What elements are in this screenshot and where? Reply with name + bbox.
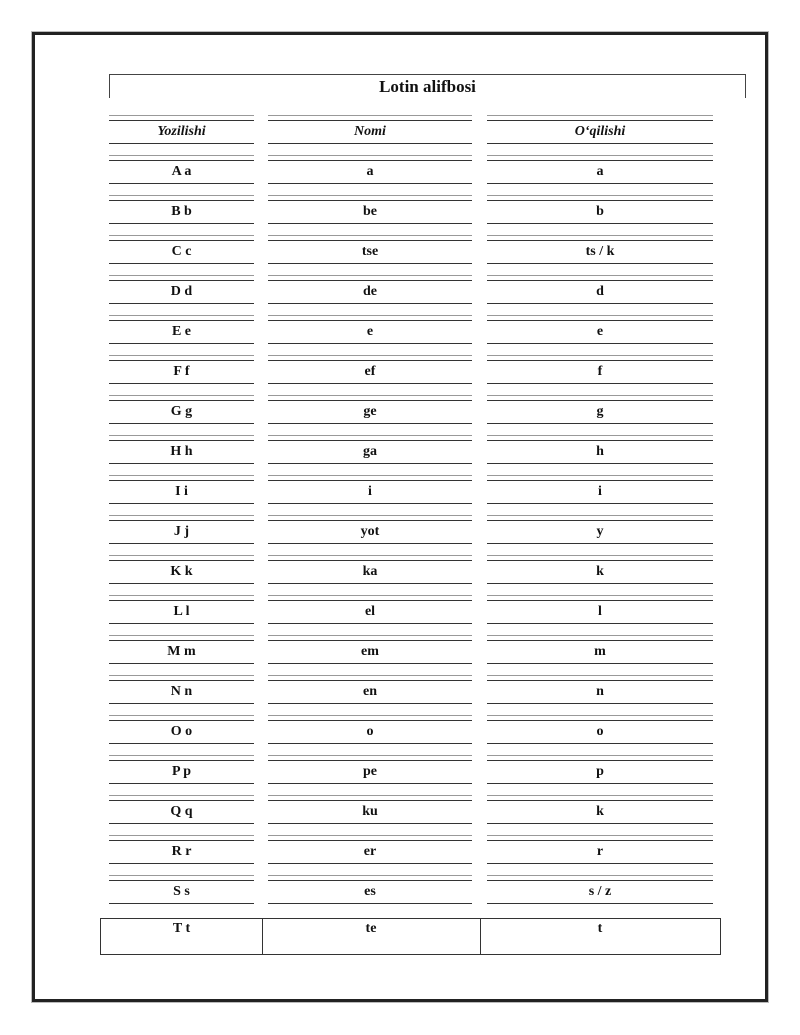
cell-letter: B b: [109, 200, 254, 224]
cell-letter: R r: [109, 840, 254, 864]
cell-pronunciation: h: [487, 440, 713, 464]
cell-pronunciation: a: [487, 160, 713, 184]
page-title: Lotin alifbosi: [379, 77, 476, 96]
cell-pronunciation: k: [487, 560, 713, 584]
cell-pronunciation: b: [487, 200, 713, 224]
cell-pronunciation: y: [487, 520, 713, 544]
cell-pronunciation: s / z: [487, 880, 713, 904]
cell-name: ga: [268, 440, 472, 464]
cell-name: o: [268, 720, 472, 744]
header-nomi: Nomi: [268, 120, 472, 144]
cell-pronunciation: t: [597, 921, 603, 936]
cell-letter: E e: [109, 320, 254, 344]
cell-name: em: [268, 640, 472, 664]
cell-name: ka: [268, 560, 472, 584]
cell-letter: O o: [109, 720, 254, 744]
cell-letter: G g: [109, 400, 254, 424]
cell-letter: P p: [109, 760, 254, 784]
cell-letter: D d: [109, 280, 254, 304]
cell-pronunciation: l: [487, 600, 713, 624]
cell-letter: I i: [109, 480, 254, 504]
cell-name: te: [262, 919, 481, 954]
cell-pronunciation: n: [487, 680, 713, 704]
cell-pronunciation: o: [487, 720, 713, 744]
cell-name: ge: [268, 400, 472, 424]
table-row-last: [100, 918, 721, 955]
cell-pronunciation: p: [487, 760, 713, 784]
cell-letter: S s: [109, 880, 254, 904]
cell-name: es: [268, 880, 472, 904]
cell-letter: N n: [109, 680, 254, 704]
cell-name: a: [268, 160, 472, 184]
cell-pronunciation: i: [487, 480, 713, 504]
cell-pronunciation: ts / k: [487, 240, 713, 264]
cell-name: er: [268, 840, 472, 864]
cell-name: be: [268, 200, 472, 224]
cell-name: el: [268, 600, 472, 624]
cell-pronunciation: d: [487, 280, 713, 304]
cell-name: en: [268, 680, 472, 704]
cell-name: ku: [268, 800, 472, 824]
cell-pronunciation: k: [487, 800, 713, 824]
header-oqilishi: O‘qilishi: [487, 120, 713, 144]
cell-pronunciation: m: [487, 640, 713, 664]
cell-letter: Q q: [109, 800, 254, 824]
cell-letter: M m: [109, 640, 254, 664]
header-yozilishi: Yozilishi: [109, 120, 254, 144]
cell-letter: L l: [109, 600, 254, 624]
cell-letter: H h: [109, 440, 254, 464]
cell-name: yot: [268, 520, 472, 544]
cell-pronunciation: r: [487, 840, 713, 864]
cell-pronunciation: e: [487, 320, 713, 344]
cell-name: de: [268, 280, 472, 304]
cell-letter: F f: [109, 360, 254, 384]
cell-letter: K k: [109, 560, 254, 584]
cell-pronunciation: f: [487, 360, 713, 384]
cell-name: pe: [268, 760, 472, 784]
cell-name: tse: [268, 240, 472, 264]
cell-letter: J j: [109, 520, 254, 544]
cell-letter: T t: [101, 919, 263, 954]
cell-name: ef: [268, 360, 472, 384]
cell-name: e: [268, 320, 472, 344]
cell-name: i: [268, 480, 472, 504]
cell-letter: C c: [109, 240, 254, 264]
cell-letter: A a: [109, 160, 254, 184]
cell-pronunciation: g: [487, 400, 713, 424]
